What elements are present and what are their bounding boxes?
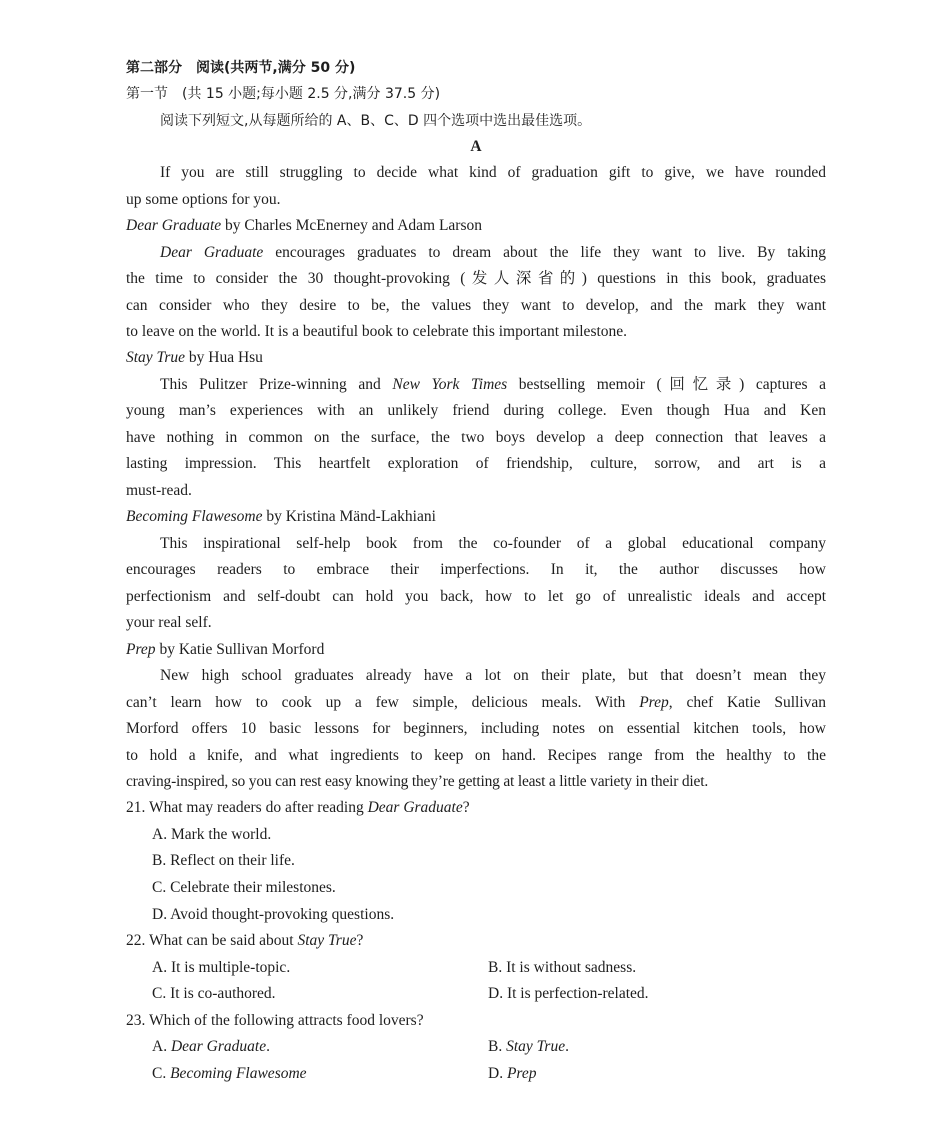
text-span: This Pulitzer Prize-winning and (160, 376, 393, 393)
newspaper-name: New York Times (392, 376, 508, 393)
book-title-inline: Prep (506, 1065, 537, 1082)
answer-option-cutoff (152, 1064, 452, 1082)
instruction: 阅读下列短文,从每题所给的 A、B、C、D 四个选项中选出最佳选项。 (160, 113, 592, 129)
text-span: can’t learn how to cook up a few simple, delicious meals. With (126, 694, 640, 711)
answer-option: B. It is without sadness. (488, 959, 637, 976)
book-heading (126, 507, 826, 527)
text-span: B. (488, 1038, 507, 1055)
section-heading: 第一节 (共 15 小题;每小题 2.5 分,满分 37.5 分) (126, 86, 441, 102)
answer-option-cutoff (488, 1064, 788, 1082)
book-title-inline: Stay True (297, 932, 357, 949)
book-text-line: perfectionism and self-doubt can hold you back, how to let go of unrealistic ideals and accept (126, 588, 826, 605)
book-author: by Katie Sullivan Morford (155, 641, 325, 658)
book-text-line: This inspirational self-help book from the co-founder of a global educational company (160, 535, 826, 552)
text-span: . (565, 1038, 569, 1055)
book-text-line: young man’s experiences with an unlikely friend during college. Even though Hua and Ken (126, 402, 826, 419)
book-text-line: encourages readers to embrace their imperfections. In it, the author discusses how (126, 561, 826, 578)
book-text-line: lasting impression. This heartfelt exploration of friendship, culture, sorrow, and art is a (126, 455, 826, 472)
book-text-line: to hold a knife, and what ingredients to keep on hand. Recipes range from the healthy to the (126, 747, 826, 764)
book-author: by Hua Hsu (185, 349, 263, 366)
passage-label: A (470, 138, 482, 155)
book-title: Becoming Flawesome (126, 508, 263, 525)
answer-option: C. Celebrate their milestones. (152, 879, 336, 896)
book-text-line: have nothing in common on the surface, the two boys develop a deep connection that leaves a (126, 429, 826, 446)
book-heading (126, 216, 826, 236)
book-title: Stay True (126, 349, 185, 366)
book-text-line: can consider who they desire to be, the values they want to develop, and the mark they want (126, 297, 826, 314)
intro-line: If you are still struggling to decide what kind of graduation gift to give, we have rounded (160, 164, 826, 181)
text-span: A. (152, 1038, 171, 1055)
answer-option: D. Avoid thought-provoking questions. (152, 906, 395, 923)
book-heading (126, 348, 826, 368)
answer-option: C. It is co-authored. (152, 985, 276, 1002)
answer-option (488, 1037, 788, 1057)
book-heading (126, 640, 826, 660)
question-stem (126, 931, 826, 951)
text-span: , chef Katie Sullivan (668, 694, 826, 711)
text-span: . (266, 1038, 270, 1055)
book-text-line (126, 693, 826, 713)
text-span: ? (356, 932, 364, 949)
answer-option: A. It is multiple-topic. (152, 959, 291, 976)
text-span: encourages graduates to dream about the life they want to live. By taking (263, 244, 826, 261)
book-text-line (160, 375, 826, 395)
answer-option: A. Mark the world. (152, 826, 272, 843)
book-title-inline: Stay True (506, 1038, 566, 1055)
text-span: 21. What may readers do after reading (126, 799, 368, 816)
text-span: bestselling memoir (回忆录) captures a (507, 376, 827, 393)
book-title-inline: Dear Graduate (367, 799, 463, 816)
book-text-line: must-read. (126, 482, 192, 499)
book-text-line (160, 243, 826, 263)
book-text-line: your real self. (126, 614, 212, 631)
book-author: by Charles McEnerney and Adam Larson (221, 217, 482, 234)
text-span: D. (488, 1065, 507, 1082)
answer-option: D. It is perfection-related. (488, 985, 649, 1002)
question-stem: 23. Which of the following attracts food lovers? (126, 1012, 424, 1029)
book-title: Prep (126, 641, 156, 658)
text-span: 22. What can be said about (126, 932, 298, 949)
book-text-line: the time to consider the 30 thought-provoking (发人深省的) questions in this book, graduates (126, 270, 826, 287)
intro-line: up some options for you. (126, 191, 281, 208)
book-title-inline: Dear Graduate (160, 244, 264, 261)
book-title-inline: Dear Graduate (170, 1038, 267, 1055)
text-span: C. (152, 1065, 171, 1082)
book-title-inline: Prep (639, 694, 669, 711)
question-stem (126, 798, 826, 818)
answer-option (152, 1037, 452, 1057)
book-title: Dear Graduate (126, 217, 222, 234)
answer-option: B. Reflect on their life. (152, 852, 295, 869)
book-title-inline: Becoming Flawesome (170, 1065, 307, 1082)
book-author: by Kristina Mänd-Lakhiani (262, 508, 436, 525)
part-heading: 第二部分 阅读(共两节,满分 50 分) (126, 60, 356, 76)
text-span: ? (462, 799, 470, 816)
book-text-line: New high school graduates already have a lot on their plate, but that doesn’t mean they (160, 667, 826, 684)
book-text-line: Morford offers 10 basic lessons for beginners, including notes on essential kitchen tools, how (126, 720, 826, 737)
book-text-line: craving-inspired, so you can rest easy knowing they’re getting at least a little variety in their diet. (126, 773, 708, 790)
book-text-line: to leave on the world. It is a beautiful book to celebrate this important milestone. (126, 323, 628, 340)
